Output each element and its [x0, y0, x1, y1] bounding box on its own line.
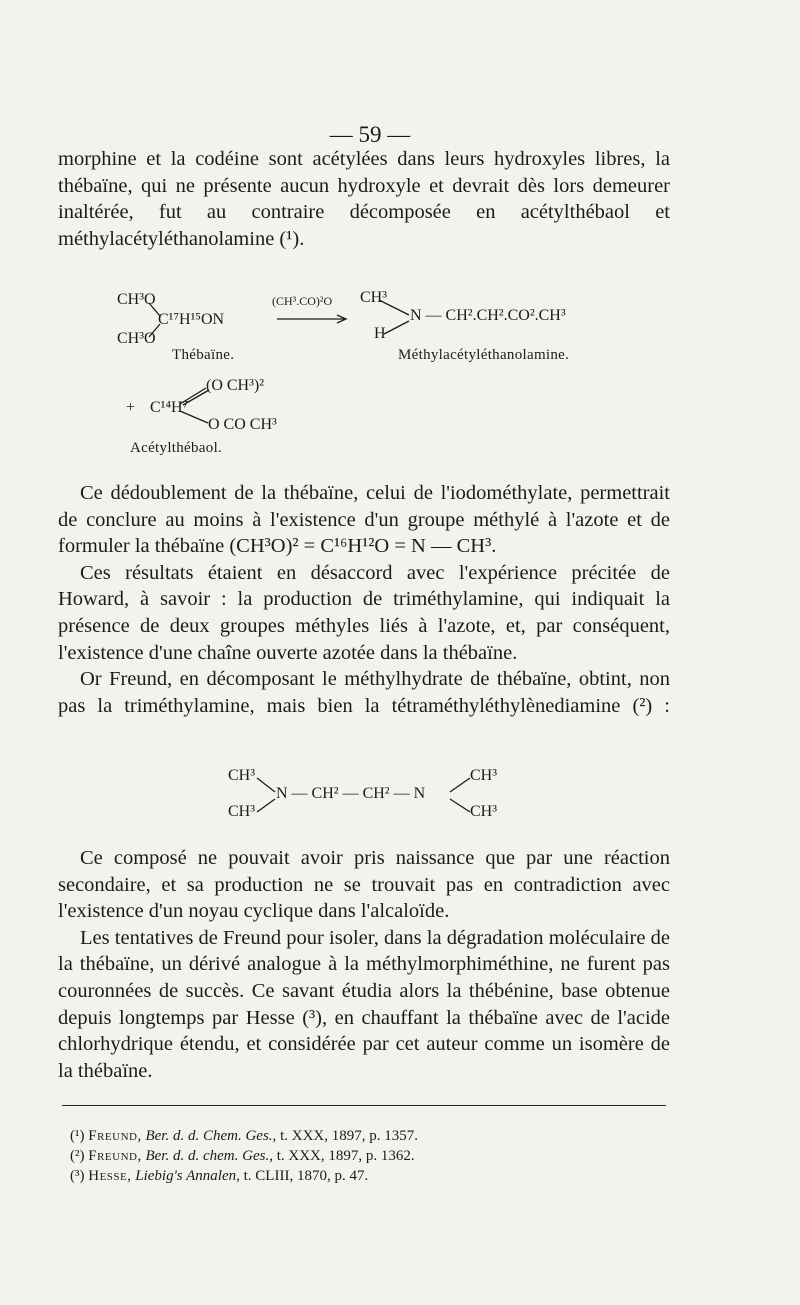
paragraph-text: Les tentatives de Freund pour isoler, dans la dégradation moléculaire de la thébaïne, un dérivé analogue à la méthylmorphiméthine, ne furent pas couronnées de succès. Ce savant étudia alors la thébénine, base obtenue depuis longtemps par Hesse (³), en chauffant la thébaïne avec de l'acide chlorhydrique étendu, et considérée par cet auteur comme un isomère de la thébaïne.: [58, 926, 670, 1082]
footnote-author: Freund,: [88, 1148, 142, 1164]
amine-hydrogen-bottom: H: [374, 325, 386, 342]
paragraph-text: Ce dédoublement de la thébaïne, celui de l'iodométhylate, permettrait de conclure au moins à l'existence d'un groupe méthylé à l'azote et de formuler la thébaïne (CH³O)² = C¹⁶H¹²O = N — CH³.: [58, 482, 670, 558]
thebaine-label: Thébaïne.: [172, 347, 235, 363]
footnote-separator: [62, 1105, 666, 1106]
left-methyl-bottom: CH³: [228, 803, 256, 820]
thebaine-methoxy-bottom: CH³O: [117, 330, 156, 347]
bond-line: [257, 799, 275, 812]
left-methyl-top: CH³: [228, 767, 256, 784]
footnote-journal: Ber. d. d. Chem. Ges.,: [145, 1128, 277, 1144]
acetylthebaol-acetoxy-group: O CO CH³: [208, 416, 277, 433]
paragraph-text: Ce composé ne pouvait avoir pris naissance que par une réaction secondaire, et sa production ne se trouvait pas en contradiction avec l'existence d'un noyau cyclique dans l'alcaloïde.: [58, 847, 670, 923]
footnotes: [70, 1126, 670, 1186]
bond-line: [450, 778, 470, 792]
footnote-2: [70, 1146, 670, 1166]
paragraph-text: morphine et la codéine sont acétylées dans leurs hydroxyles libres, la thébaïne, qui ne présente aucun hydroxyle et devrait dès lors demeurer inaltérée, fut au contraire décomposée en acétylthébaol et méthylacétyléthanolamine (¹).: [58, 148, 670, 250]
footnote-mark: (³): [70, 1168, 85, 1184]
paragraph-text: Ces résultats étaient en désaccord avec l'expérience précitée de Howard, à savoir : la production de triméthylamine, qui indiquait la présence de deux groupes méthyles liés à l'azote, et, par conséquent, l'existence d'une chaîne ouverte azotée dans la thébaïne.: [58, 561, 670, 664]
footnote-journal: Ber. d. d. chem. Ges.,: [145, 1148, 273, 1164]
footnote-mark: (¹): [70, 1128, 85, 1144]
amine-chain-formula: N — CH².CH².CO².CH³: [410, 307, 566, 324]
thebaine-core-formula: C¹⁷H¹⁵ON: [158, 311, 225, 328]
acetylthebaol-methoxy-group: (O CH³)²: [206, 377, 265, 394]
footnote-author: Freund,: [88, 1128, 142, 1144]
right-methyl-top: CH³: [470, 767, 498, 784]
footnote-mark: (²): [70, 1148, 85, 1164]
amine-methyl-top: CH³: [360, 289, 388, 306]
footnote-reference: t. CLIII, 1870, p. 47.: [243, 1168, 369, 1184]
footnote-reference: t. XXX, 1897, p. 1362.: [276, 1148, 415, 1164]
diamine-chain: N — CH² — CH² — N: [276, 785, 426, 802]
thebaine-methoxy-top: CH³O: [117, 291, 156, 308]
paragraph-text: Or Freund, en décomposant le méthylhydrate de thébaïne, obtint, non pas la triméthylamine, mais bien la tétraméthyléthylènediamine (²) :: [58, 668, 670, 717]
methylacetylethanolamine-label: Méthylacétyléthanolamine.: [398, 347, 570, 363]
right-methyl-bottom: CH³: [470, 803, 498, 820]
footnote-1: [70, 1126, 670, 1146]
reagent-acetic-anhydride: (CH³.CO)²O: [272, 294, 333, 308]
page-number: — 59 —: [329, 122, 411, 147]
bond-line: [257, 778, 275, 792]
plus-sign: +: [126, 399, 136, 416]
footnote-author: Hesse,: [88, 1168, 132, 1184]
acetylthebaol-label: Acétylthébaol.: [130, 440, 223, 456]
footnote-journal: Liebig's Annalen,: [135, 1168, 240, 1184]
bond-line: [450, 799, 470, 812]
paragraph-3: [58, 845, 670, 1084]
acetylthebaol-core-formula: C¹⁴H⁷: [150, 399, 189, 416]
footnote-reference: t. XXX, 1897, p. 1357.: [280, 1128, 418, 1144]
footnote-3: [70, 1166, 670, 1186]
